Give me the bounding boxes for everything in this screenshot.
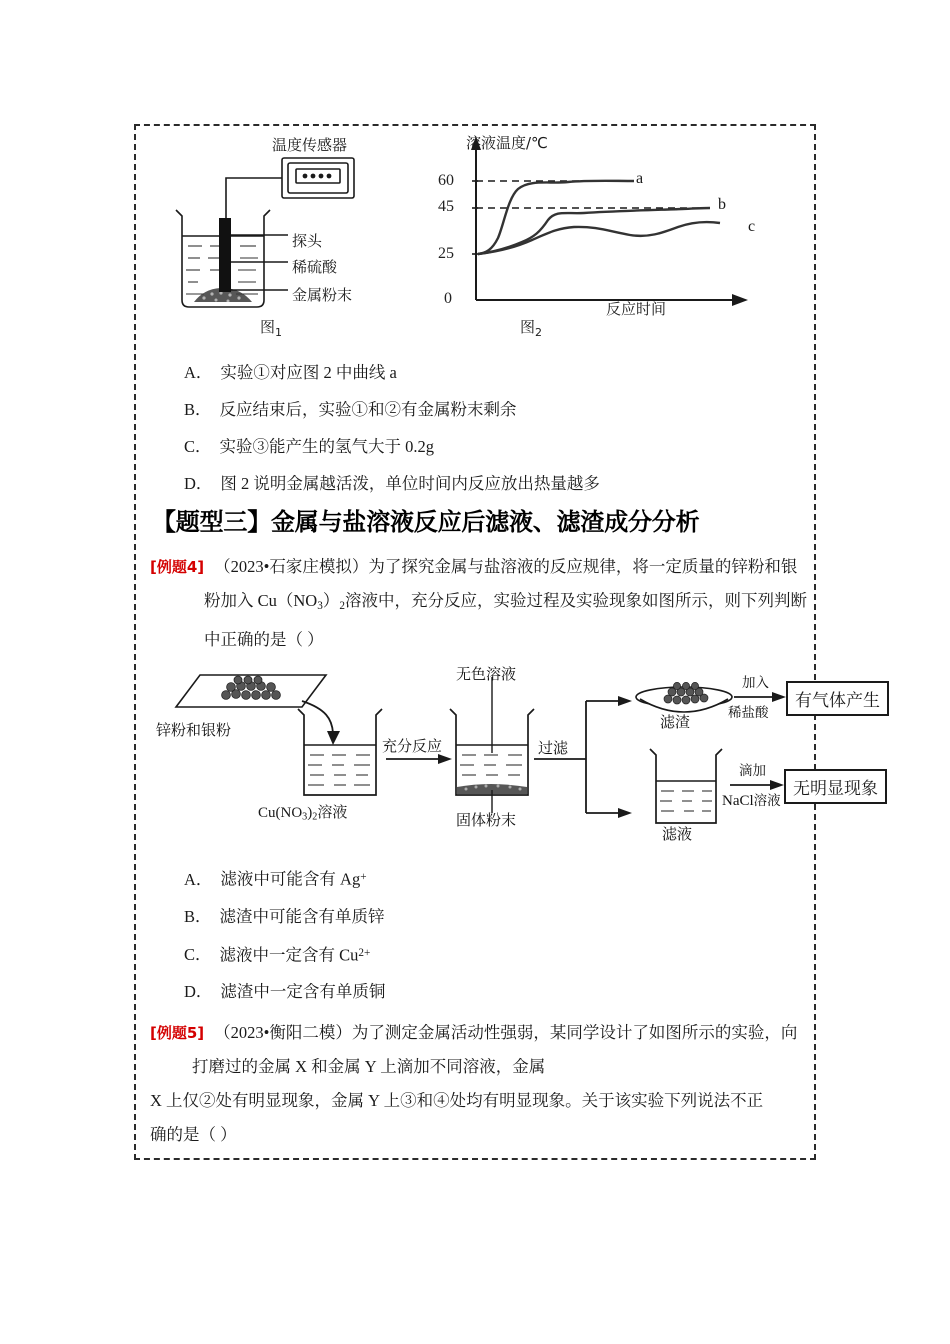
beaker-filtrate	[650, 749, 722, 823]
label-solid-powder: 固体粉末	[456, 810, 517, 829]
example-4-stem: （2023•石家庄模拟）为了探究金属与盐溶液的反应规律，将一定质量的锌粉和银	[214, 557, 798, 576]
figures-row	[150, 130, 804, 352]
option-letter: A．	[184, 869, 213, 889]
curve-label-c: c	[748, 218, 756, 235]
example-4-flowchart	[150, 661, 880, 857]
label-full-reaction: 充分反应	[382, 736, 443, 755]
probe-rod	[219, 218, 231, 292]
example-5-block	[150, 1016, 804, 1152]
option-text: 图 2 说明金属越活泼，单位时间内反应放出热量越多	[220, 474, 600, 493]
branch-top-arrowhead	[618, 696, 632, 706]
option-text: 滤液中可能含有 Ag	[220, 869, 361, 889]
x-axis-arrowhead	[732, 294, 748, 306]
option-row[interactable]	[150, 859, 804, 898]
label-nacl-solution: NaCl溶液	[722, 792, 781, 809]
chart-y-axis-title: 溶液温度/℃	[466, 134, 548, 152]
label-probe: 探头	[292, 232, 323, 250]
option-letter: A．	[184, 363, 213, 382]
branch-bottom-arrowhead	[618, 808, 632, 818]
label-dilute-sulfuric-acid: 稀硫酸	[292, 258, 338, 276]
result-no-obvious-phenomenon: 无明显现象	[784, 769, 887, 804]
option-text: 实验①对应图 2 中曲线 a	[220, 363, 397, 382]
example-5-line-1	[150, 1016, 804, 1050]
option-row[interactable]	[150, 898, 804, 935]
beaker-filtrate-liquid	[660, 791, 712, 811]
option-letter: C．	[184, 437, 212, 456]
exercise-dashed-frame	[134, 124, 880, 1160]
option-superscript: 2+	[358, 946, 371, 959]
example-4-line-3: 中正确的是（ ）	[204, 629, 324, 649]
figure-2-caption: 图$_2$	[520, 318, 543, 339]
option-letter: D．	[184, 982, 213, 1002]
figure-2-chart	[438, 132, 808, 350]
chart-origin-label: 0	[444, 290, 452, 307]
temperature-sensor-label: 温度传感器	[272, 136, 348, 154]
arrow3-head	[772, 692, 786, 702]
evaporating-dish-residue	[636, 682, 732, 712]
chart-guide-lines	[476, 181, 710, 208]
label-filtration: 过滤	[538, 738, 569, 757]
label-copper-nitrate-solution: $Cu(NO_3)_2$溶液	[258, 804, 348, 823]
beaker-1-liquid	[308, 755, 370, 785]
example-5-line-2: 打磨过的金属 X 和金属 Y 上滴加不同溶液，金属	[192, 1057, 546, 1077]
example-5-line-3: X 上仅②处有明显现象，金属 Y 上③和④处均有明显现象。关于该实验下列说法不正	[150, 1091, 764, 1111]
example-5-stem: （2023•衡阳二模）为了测定金属活动性强弱，某同学设计了如图所示的实验，向	[214, 1023, 798, 1043]
beaker-2-liquid	[460, 755, 522, 775]
options-previous-question	[150, 354, 804, 502]
option-text: 滤渣中一定含有单质铜	[220, 982, 386, 1002]
chart-ytick-60: 60	[438, 172, 454, 189]
curve-label-a: a	[636, 170, 644, 187]
option-letter: D．	[184, 474, 213, 493]
chart-ytick-45: 45	[438, 198, 454, 215]
label-filter-residue: 滤渣	[660, 712, 691, 731]
label-zinc-silver-powder: 锌粉和银粉	[156, 720, 232, 739]
option-text: 实验③能产生的氢气大于 0.2g	[219, 437, 435, 456]
option-row[interactable]	[150, 465, 804, 502]
label-drip-add: 滴加	[739, 762, 766, 779]
label-colorless-solution: 无色溶液	[456, 664, 517, 683]
result-gas-produced: 有气体产生	[786, 681, 889, 716]
curve-a	[478, 181, 634, 254]
option-text: 反应结束后，实验①和②有金属粉末剩余	[219, 400, 517, 419]
example-4-line-2: 粉加入 $Cu(NO_3)_2$溶液中，充分反应，实验过程及实验现象如图所示，则下列判断	[204, 591, 807, 612]
option-letter: B．	[184, 906, 212, 926]
figure-1-caption: 图$_1$	[260, 318, 283, 339]
option-letter: B．	[184, 400, 212, 419]
example-5-tag: [例题5]	[150, 1024, 205, 1043]
label-metal-powder: 金属粉末	[292, 286, 353, 304]
option-row[interactable]	[150, 428, 804, 465]
example-5-line-4: 确的是（ ）	[150, 1125, 237, 1145]
option-row[interactable]	[150, 354, 804, 391]
label-dilute-hydrochloric-acid: 稀盐酸	[728, 704, 769, 721]
option-text: 滤渣中可能含有单质锌	[219, 906, 385, 926]
sensor-display-dots	[303, 174, 332, 179]
chart-x-axis-title: 反应时间	[606, 300, 667, 318]
example-4-block	[150, 550, 880, 1010]
option-row[interactable]	[150, 391, 804, 428]
section-heading: 【题型三】金属与盐溶液反应后滤液、滤渣成分分析	[152, 508, 700, 536]
option-superscript: +	[360, 870, 367, 883]
example-4-options	[150, 859, 804, 1010]
pour-arrowhead	[327, 731, 340, 745]
option-text: 滤液中一定含有 Cu	[219, 945, 359, 965]
option-row[interactable]	[150, 973, 804, 1010]
label-filtrate: 滤液	[662, 824, 693, 843]
curve-label-b: b	[718, 196, 726, 213]
option-letter: C．	[184, 945, 212, 965]
beaker-1	[298, 709, 382, 795]
option-row[interactable]	[150, 935, 804, 974]
example-4-tag: [例题4]	[150, 558, 205, 576]
label-add: 加入	[742, 674, 769, 691]
figure-1-apparatus	[164, 132, 444, 350]
curve-c	[478, 222, 720, 254]
example-4-line-1	[150, 550, 804, 584]
chart-ytick-25: 25	[438, 245, 454, 262]
